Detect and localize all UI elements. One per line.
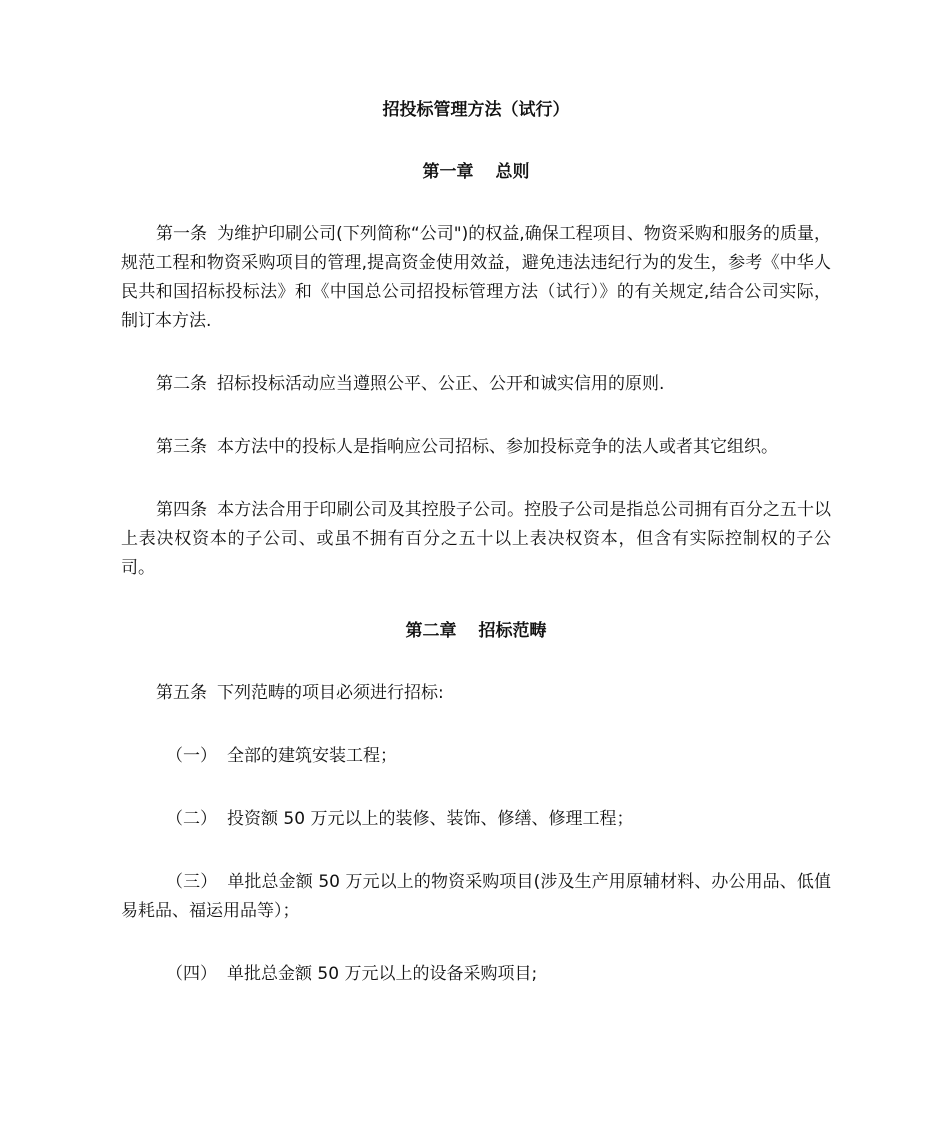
article-5 [121, 679, 831, 708]
list-item-number: （四） [166, 964, 217, 984]
article-text: 本方法合用于印刷公司及其控股子公司。控股子公司是指总公司拥有百分之五十以上表决权资本的子公司、或虽不拥有百分之五十以上表决权资本，但含有实际控制权的子公司。 [121, 500, 832, 578]
article-4 [121, 496, 831, 583]
article-text: 招标投标活动应当遵照公平、公正、公开和诚实信用的原则. [217, 374, 665, 394]
list-item-text: 单批总金额 50 万元以上的物资采购项目(涉及生产用原辅材料、办公用品、低值易耗品、福运用品等）； [121, 872, 831, 921]
article-number: 第四条 [156, 500, 208, 520]
article-text: 本方法中的投标人是指响应公司招标、参加投标竞争的法人或者其它组织。 [217, 437, 778, 457]
list-item-2 [121, 805, 831, 834]
list-item-number: （三） [166, 872, 218, 892]
list-item-text: 单批总金额 50 万元以上的设备采购项目; [227, 964, 538, 984]
list-item-3 [121, 868, 831, 926]
list-item-number: （一） [166, 746, 217, 766]
article-3 [121, 433, 831, 462]
article-2 [121, 370, 831, 399]
list-item-text: 投资额 50 万元以上的装修、装饰、修缮、修理工程； [227, 809, 634, 829]
article-number: 第五条 [156, 683, 207, 703]
list-item-number: （二） [166, 809, 217, 829]
article-text: 为维护印刷公司(下列简称“公司")的权益,确保工程项目、物资采购和服务的质量，规范工程和物资采购项目的管理,提高资金使用效益，避免违法违纪行为的发生，参考《中华人民共和国招标投标法》和《中国总公司招投标管理方法（试行）》的有关规定,结合公司实际，制订本方法. [121, 224, 832, 331]
article-text: 下列范畴的项目必须进行招标: [217, 683, 444, 703]
chapter-number: 第一章 [422, 162, 474, 182]
chapter-heading-1 [121, 158, 831, 186]
article-1 [121, 220, 831, 336]
article-number: 第二条 [156, 374, 207, 394]
article-number: 第一条 [156, 224, 208, 244]
chapter-name: 招标范畴 [478, 621, 547, 641]
chapter-number: 第二章 [405, 621, 457, 641]
list-item-1 [121, 742, 831, 771]
document-title: 招投标管理方法（试行） [382, 100, 570, 120]
document-page [121, 96, 831, 1023]
list-item-text: 全部的建筑安装工程； [227, 746, 397, 766]
article-number: 第三条 [156, 437, 207, 457]
chapter-name: 总则 [495, 162, 530, 182]
list-item-4 [121, 960, 831, 989]
chapter-heading-2 [121, 617, 831, 645]
